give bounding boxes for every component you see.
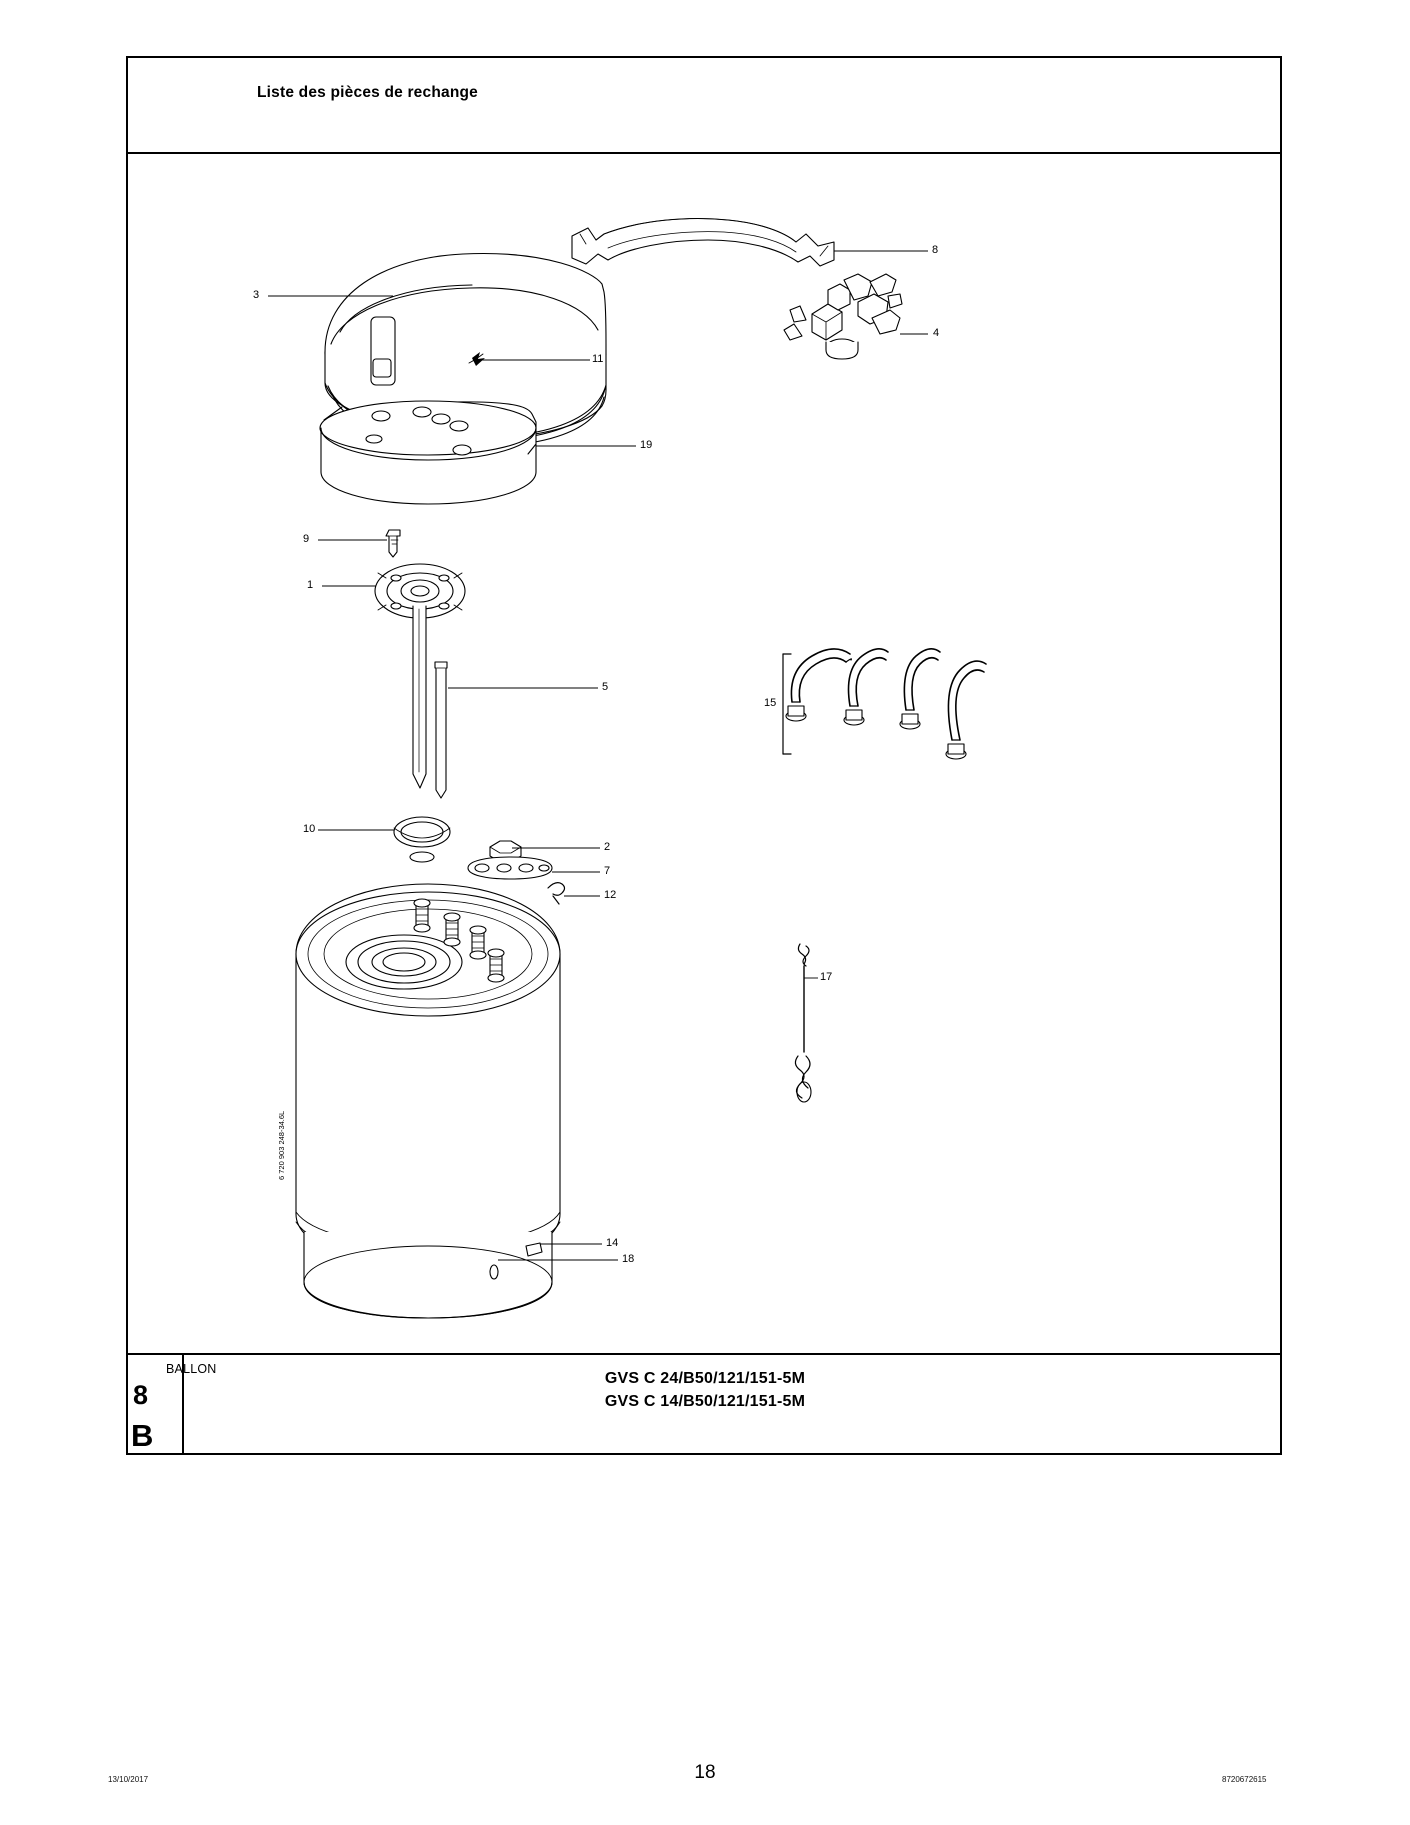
callout-8: 8 (932, 244, 939, 256)
callout-12: 12 (604, 889, 617, 901)
drawing-code: 6 720 903 248-34.6L (277, 1110, 286, 1180)
callout-18: 18 (622, 1253, 635, 1265)
callout-10: 10 (303, 823, 316, 835)
callout-15: 15 (764, 697, 777, 709)
callout-5: 5 (602, 681, 609, 693)
footer-rule (126, 1353, 1282, 1355)
print-date: 13/10/2017 (108, 1775, 149, 1784)
callout-11: 11 (592, 353, 604, 365)
page-title: Liste des pièces de rechange (257, 84, 478, 101)
callout-9: 9 (303, 533, 310, 545)
footer-chapter-letter: B (131, 1418, 154, 1453)
footer-section-label: BALLON (166, 1362, 217, 1376)
callout-14: 14 (606, 1237, 619, 1249)
callout-2: 2 (604, 841, 611, 853)
exploded-view-drawing (128, 154, 1280, 1351)
footer-model-line-1: GVS C 24/B50/121/151-5M (604, 1370, 806, 1387)
callout-4: 4 (933, 327, 940, 339)
callout-3: 3 (253, 289, 260, 301)
callout-19: 19 (640, 439, 653, 451)
footer-chapter-number: 8 (133, 1380, 149, 1410)
page-number: 18 (694, 1762, 716, 1783)
callout-7: 7 (604, 865, 611, 877)
callout-1: 1 (307, 579, 314, 591)
footer-model-line-2: GVS C 14/B50/121/151-5M (604, 1393, 806, 1410)
document-id: 8720672615 (1222, 1775, 1267, 1784)
callout-17: 17 (820, 971, 833, 983)
